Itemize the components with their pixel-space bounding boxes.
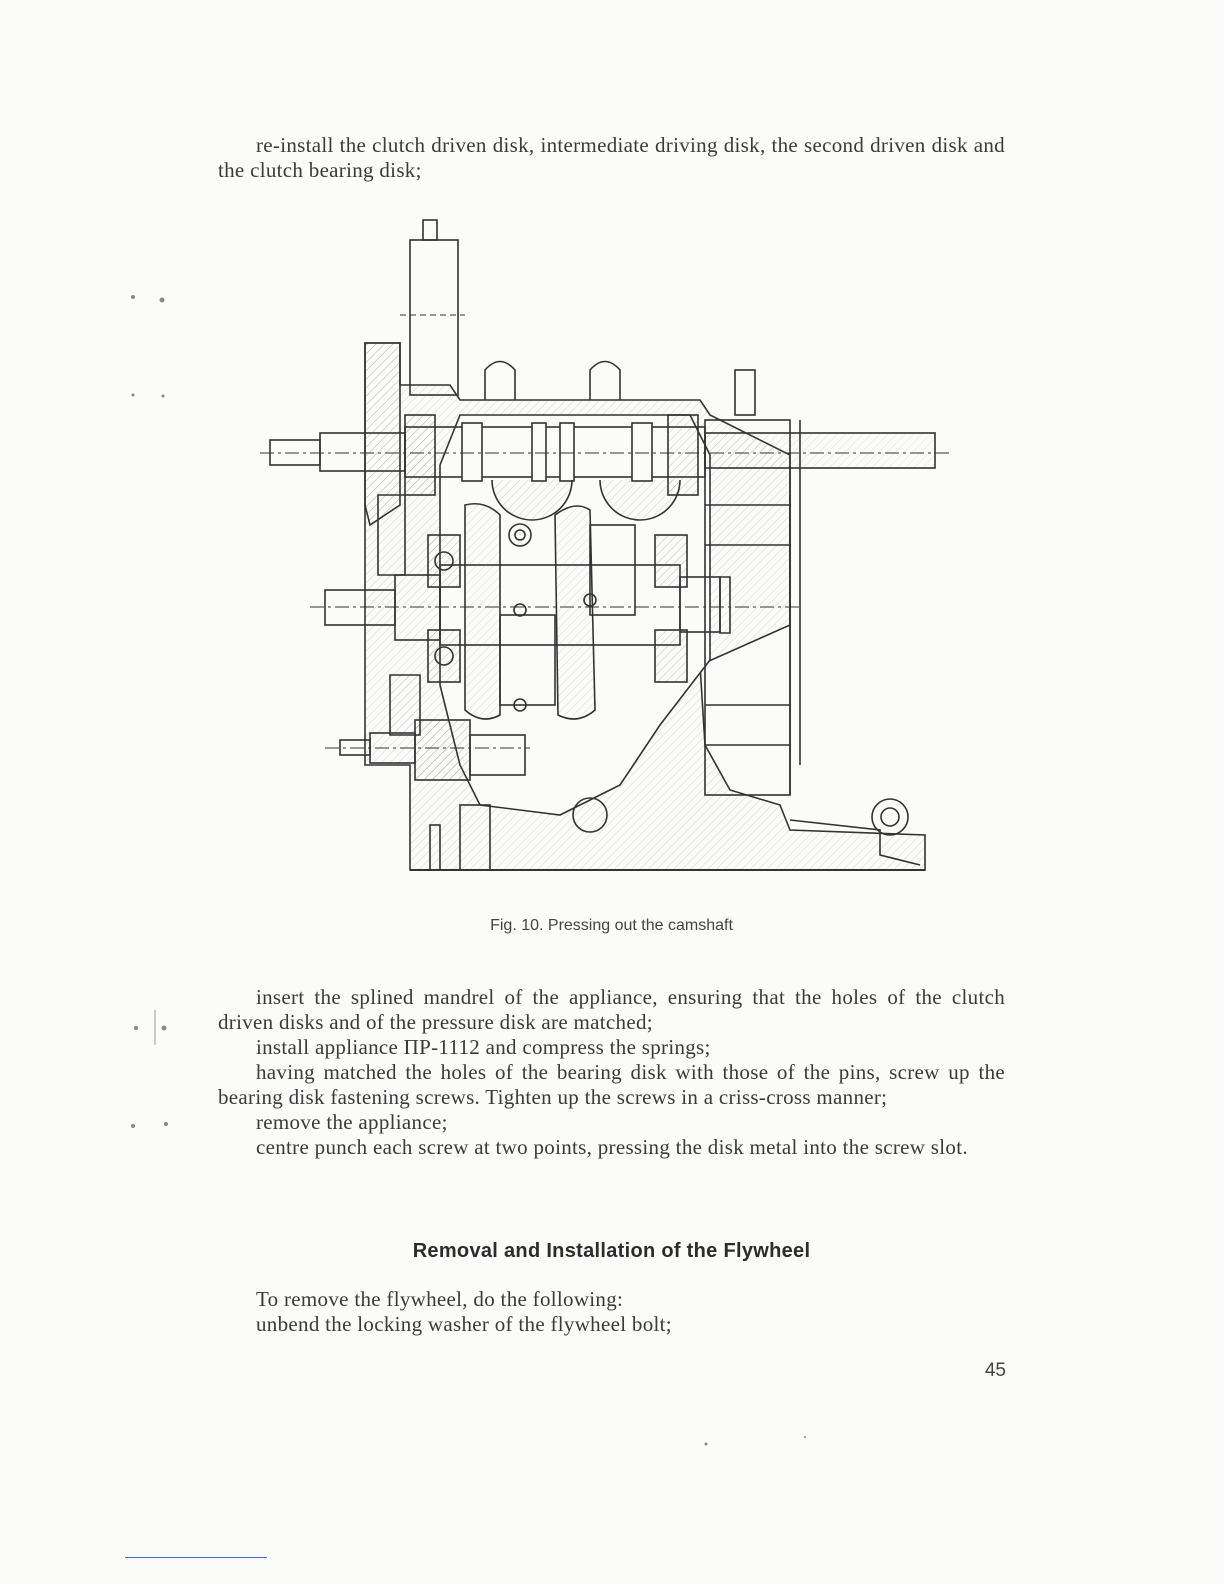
step-item: having matched the holes of the bearing disk with those of the pins, screw up the bearing disk fastening screws. Tighten up the screws in a criss-cross manner;	[218, 1060, 1005, 1109]
step-item: insert the splined mandrel of the appliance, ensuring that the holes of the clutch driven disks and of the pressure disk are matched;	[218, 985, 1005, 1034]
figure-caption: Fig. 10. Pressing out the camshaft	[490, 917, 733, 934]
procedure-steps	[0, 985, 1005, 1160]
page-number: 45	[984, 1360, 1006, 1381]
intro-paragraph: re-install the clutch driven disk, intermediate driving disk, the second driven disk and the clutch bearing disk;	[218, 133, 1005, 182]
section-step-item: unbend the locking washer of the flywheel bolt;	[256, 1312, 672, 1336]
camshaft-pressing-drawing	[260, 205, 960, 885]
step-item: install appliance ПР-1112 and compress the springs;	[256, 1035, 711, 1059]
section-heading: Removal and Installation of the Flywheel	[412, 1240, 811, 1262]
step-item: centre punch each screw at two points, pressing the disk metal into the screw slot.	[256, 1135, 968, 1159]
section-steps	[0, 1287, 787, 1337]
step-item: remove the appliance;	[256, 1110, 448, 1134]
section-step-item: To remove the flywheel, do the following:	[256, 1287, 624, 1311]
footnote-rule	[125, 1557, 267, 1558]
